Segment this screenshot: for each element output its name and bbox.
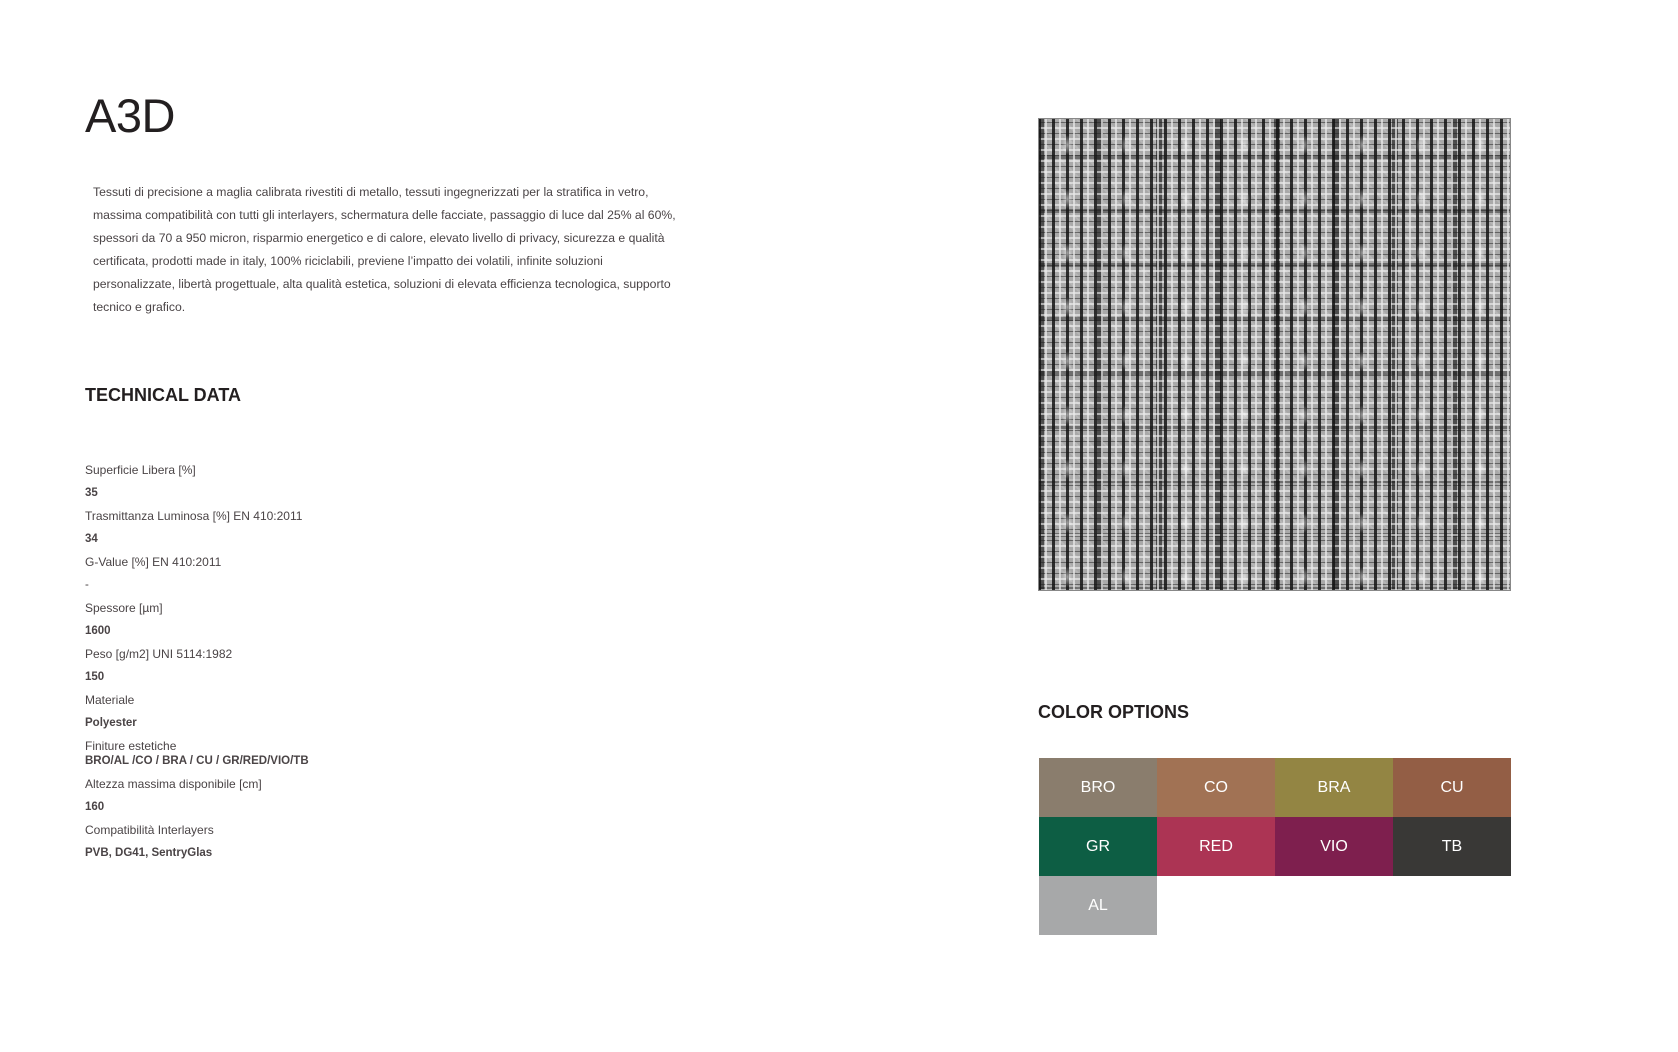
swatch-bra: BRA: [1275, 758, 1393, 817]
swatch-al: AL: [1039, 876, 1157, 935]
tech-row-altezza-massima: [85, 773, 445, 819]
color-swatch-grid: [1039, 758, 1511, 935]
tech-label: Materiale: [85, 693, 135, 707]
tech-value: 35: [85, 487, 98, 499]
product-title: A3D: [85, 89, 175, 142]
tech-value: 1600: [85, 625, 111, 637]
fabric-texture-image: [1038, 118, 1511, 591]
tech-row-spessore: [85, 597, 445, 643]
swatch-co: CO: [1157, 758, 1275, 817]
tech-label: Trasmittanza Luminosa [%] EN 410:2011: [85, 509, 303, 523]
swatch-gr: GR: [1039, 817, 1157, 876]
tech-row-superficie-libera: [85, 459, 445, 505]
tech-row-g-value: [85, 551, 445, 597]
fabric-texture-highlight: [1038, 118, 1511, 591]
tech-value: 34: [85, 533, 98, 545]
swatch-bro: BRO: [1039, 758, 1157, 817]
tech-value: -: [85, 579, 89, 591]
tech-label: Finiture estetiche: [85, 739, 177, 753]
technical-data-list: [85, 459, 445, 865]
tech-label: G-Value [%] EN 410:2011: [85, 555, 222, 569]
tech-value: 150: [85, 671, 105, 683]
tech-label: Altezza massima disponibile [cm]: [85, 777, 262, 791]
tech-label: Spessore [µm]: [85, 601, 163, 615]
tech-row-trasmittanza-luminosa: [85, 505, 445, 551]
tech-value: PVB, DG41, SentryGlas: [85, 847, 213, 859]
tech-value: 160: [85, 801, 105, 813]
tech-row-compatibilita-interlayers: [85, 819, 445, 865]
technical-data-heading: TECHNICAL DATA: [85, 385, 241, 405]
tech-label: Peso [g/m2] UNI 5114:1982: [85, 647, 233, 661]
tech-label: Compatibilità Interlayers: [85, 823, 214, 837]
tech-label: Superficie Libera [%]: [85, 463, 196, 477]
tech-value: Polyester: [85, 717, 137, 729]
tech-row-materiale: [85, 689, 445, 735]
swatch-tb: TB: [1393, 817, 1511, 876]
swatch-cu: CU: [1393, 758, 1511, 817]
product-description: Tessuti di precisione a maglia calibrata rivestiti di metallo, tessuti ingegnerizzati per la stratifica in vetro, massima compatibilità con tutti gli interlayers, schermatura delle facciate, passaggio di luce dal 25% al 60%, spessori da 70 a 950 micron, risparmio energetico e di calore, elevato livello di privacy, sicurezza e qualità certificata, prodotti made in italy, 100% riciclabili, previene l’impatto dei volatili, infinite soluzioni personalizzate, libertà progettuale, alta qualità estetica, soluzioni di elevata efficienza tecnologica, supporto tecnico e grafico.: [93, 185, 676, 314]
tech-row-finiture-estetiche: [85, 735, 445, 773]
swatch-vio: VIO: [1275, 817, 1393, 876]
color-options-heading: COLOR OPTIONS: [1038, 702, 1190, 722]
tech-row-peso: [85, 643, 445, 689]
tech-value: BRO/AL /CO / BRA / CU / GR/RED/VIO/TB: [85, 755, 309, 767]
swatch-red: RED: [1157, 817, 1275, 876]
